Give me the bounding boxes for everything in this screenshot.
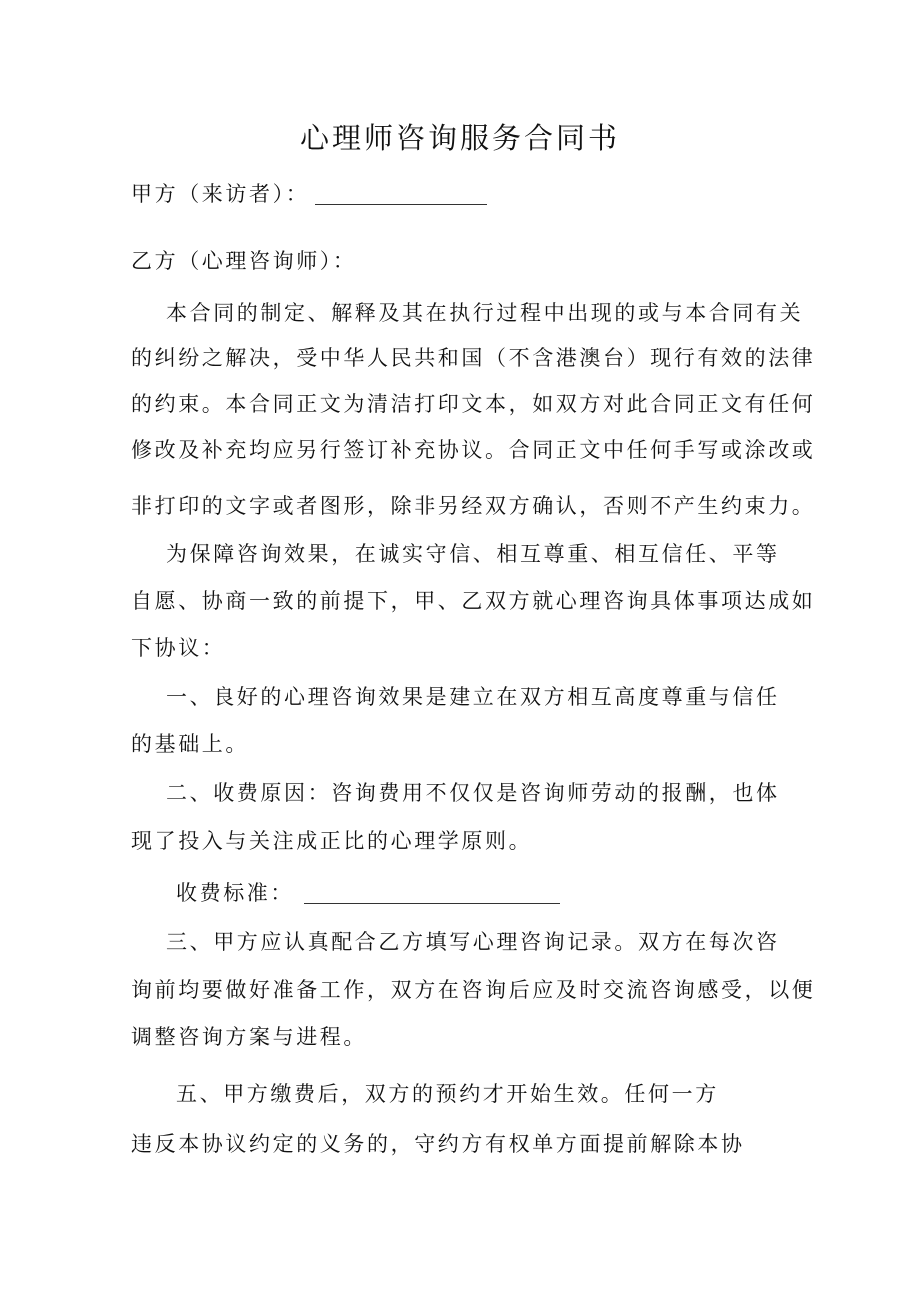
paragraph-line: 三、甲方应认真配合乙方填写心理咨询记录。双方在每次咨 [166, 930, 780, 954]
paragraph-line: 五、甲方缴费后，双方的预约才开始生效。任何一方 [176, 1082, 719, 1106]
paragraph-line: 违反本协议约定的义务的，守约方有权单方面提前解除本协 [131, 1132, 745, 1156]
document-title: 心理师咨询服务合同书 [299, 121, 620, 155]
paragraph-line: 下协议： [131, 636, 226, 660]
party-b-label: 乙方（心理咨询师）： [131, 249, 357, 273]
paragraph-line: 的基础上。 [131, 732, 249, 756]
paragraph-line: 一、良好的心理咨询效果是建立在双方相互高度尊重与信任 [166, 685, 780, 709]
fee-standard-label: 收费标准： [176, 881, 294, 905]
paragraph-line: 自愿、协商一致的前提下，甲、乙双方就心理咨询具体事项达成如 [131, 589, 816, 613]
paragraph-line: 非打印的文字或者图形，除非另经双方确认，否则不产生约束力。 [131, 494, 816, 518]
fee-standard-blank [304, 881, 560, 904]
paragraph-line: 调整咨询方案与进程。 [131, 1025, 367, 1049]
paragraph-line: 为保障咨询效果，在诚实守信、相互尊重、相互信任、平等 [166, 542, 780, 566]
fee-standard-line [176, 877, 856, 908]
party-a-blank [315, 182, 487, 205]
paragraph-line: 二、收费原因：咨询费用不仅仅是咨询师劳动的报酬，也体 [166, 781, 780, 805]
paragraph-line: 的约束。本合同正文为清洁打印文本，如双方对此合同正文有任何 [131, 392, 816, 416]
party-a-line [131, 178, 811, 209]
paragraph-line: 修改及补充均应另行签订补充协议。合同正文中任何手写或涂改或 [131, 438, 816, 462]
paragraph-line: 现了投入与关注成正比的心理学原则。 [131, 829, 533, 853]
paragraph-line: 询前均要做好准备工作，双方在咨询后应及时交流咨询感受，以便 [131, 978, 816, 1002]
paragraph-line: 本合同的制定、解释及其在执行过程中出现的或与本合同有关 [166, 301, 804, 325]
party-a-label: 甲方（来访者）： [131, 182, 310, 206]
paragraph-line: 的纠纷之解决，受中华人民共和国（不含港澳台）现行有效的法律 [131, 346, 816, 370]
